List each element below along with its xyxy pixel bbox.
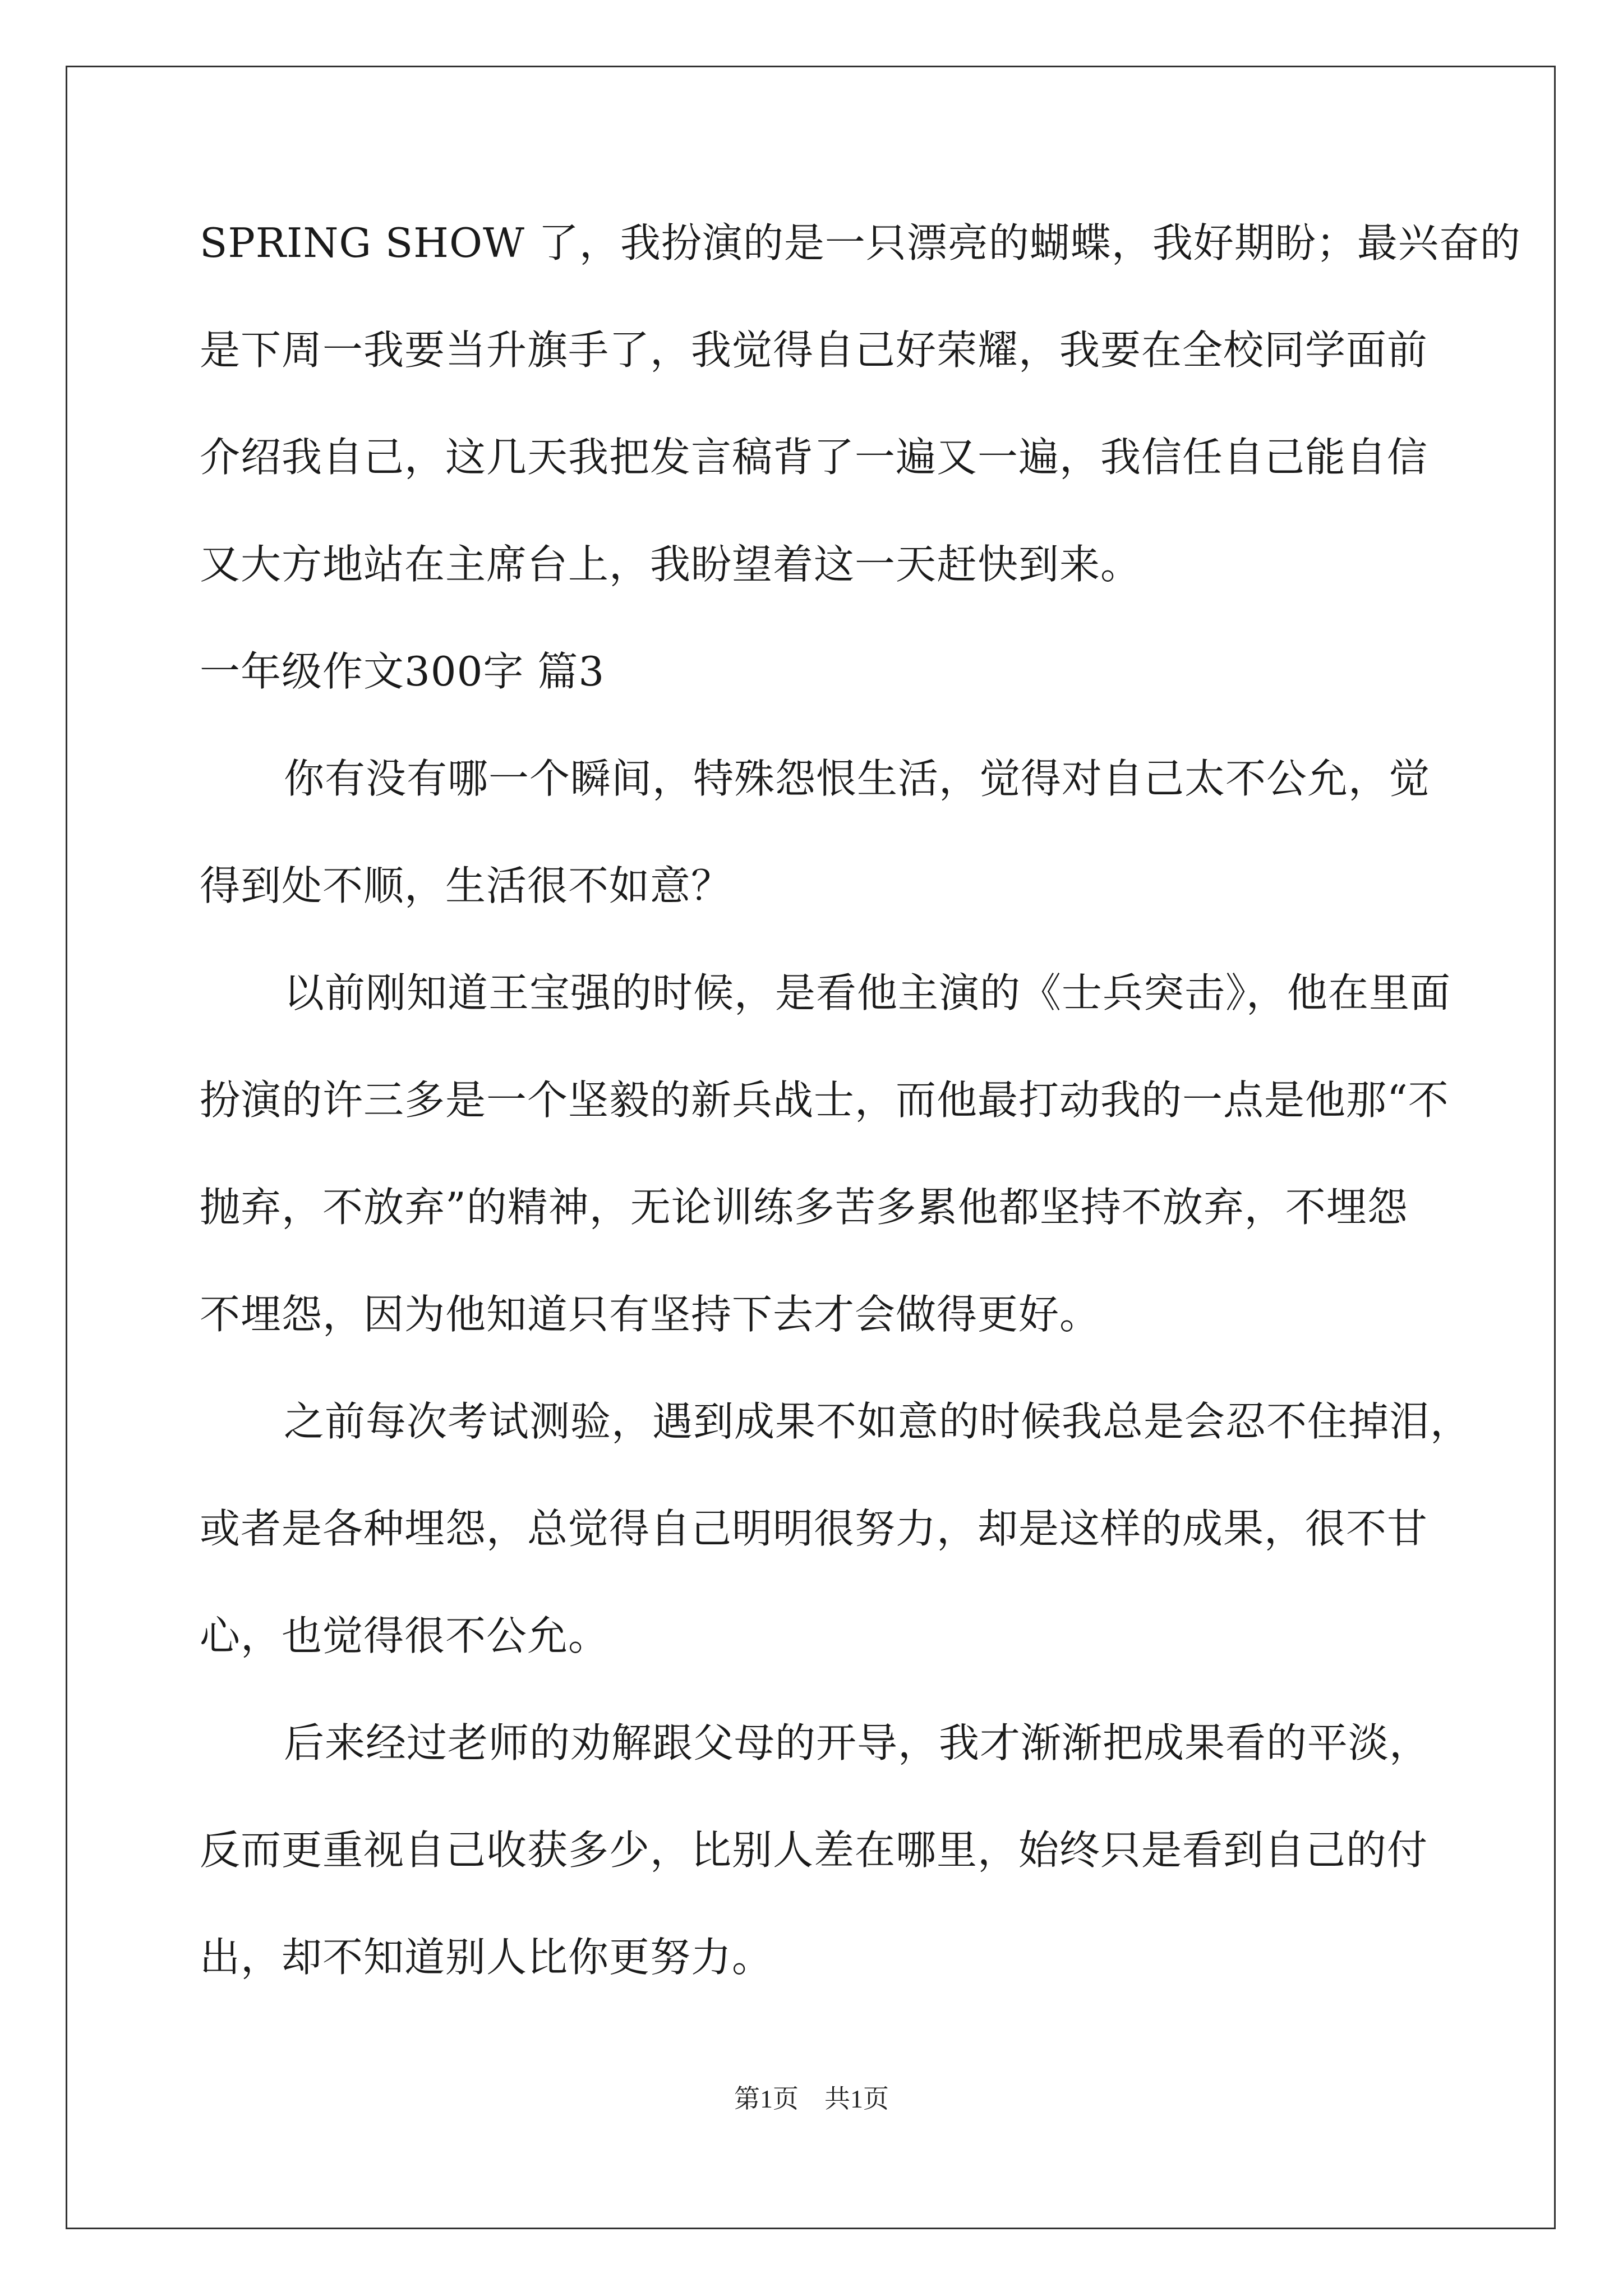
text-line: 反而更重视自己收获多少，比别人差在哪里，始终只是看到自己的付 xyxy=(200,1826,1428,1874)
text-line: 扮演的许三多是一个坚毅的新兵战士，而他最打动我的一点是他那“不 xyxy=(200,1076,1449,1124)
text-line: 得到处不顺，生活很不如意？ xyxy=(200,862,732,909)
text-line: 又大方地站在主席台上，我盼望着这一天赶快到来。 xyxy=(200,541,1142,588)
text-line: 是下周一我要当升旗手了，我觉得自己好荣耀，我要在全校同学面前 xyxy=(200,326,1428,374)
paragraph-first-line: 你有没有哪一个瞬间，特殊怨恨生活，觉得对自己太不公允，觉 xyxy=(284,755,1431,802)
text-line: 介绍我自己，这几天我把发言稿背了一遍又一遍，我信任自己能自信 xyxy=(200,434,1428,481)
text-line: 心，也觉得很不公允。 xyxy=(200,1612,610,1659)
paragraph-first-line: 以前刚知道王宝强的时候，是看他主演的《士兵突击》，他在里面 xyxy=(284,969,1451,1016)
text-line: 或者是各种埋怨，总觉得自己明明很努力，却是这样的成果，很不甘 xyxy=(200,1505,1428,1552)
text-line: 抛弃，不放弃”的精神，无论训练多苦多累他都坚持不放弃，不埋怨 xyxy=(200,1184,1408,1231)
paragraph-first-line: 之前每次考试测验，遇到成果不如意的时候我总是会忍不住掉泪， xyxy=(284,1398,1472,1445)
page-number-footer: 第1页 共1页 xyxy=(734,2085,889,2113)
document-body xyxy=(200,216,1521,2037)
paragraph-first-line: 后来经过老师的劝解跟父母的开导，我才渐渐把成果看的平淡， xyxy=(284,1719,1431,1766)
text-line: SPRING SHOW 了，我扮演的是一只漂亮的蝴蝶，我好期盼；最兴奋的 xyxy=(200,219,1521,266)
section-heading: 一年级作文300字 篇3 xyxy=(200,648,605,695)
text-line: 出，却不知道别人比你更努力。 xyxy=(200,1934,773,1981)
text-line: 不埋怨，因为他知道只有坚持下去才会做得更好。 xyxy=(200,1291,1101,1338)
